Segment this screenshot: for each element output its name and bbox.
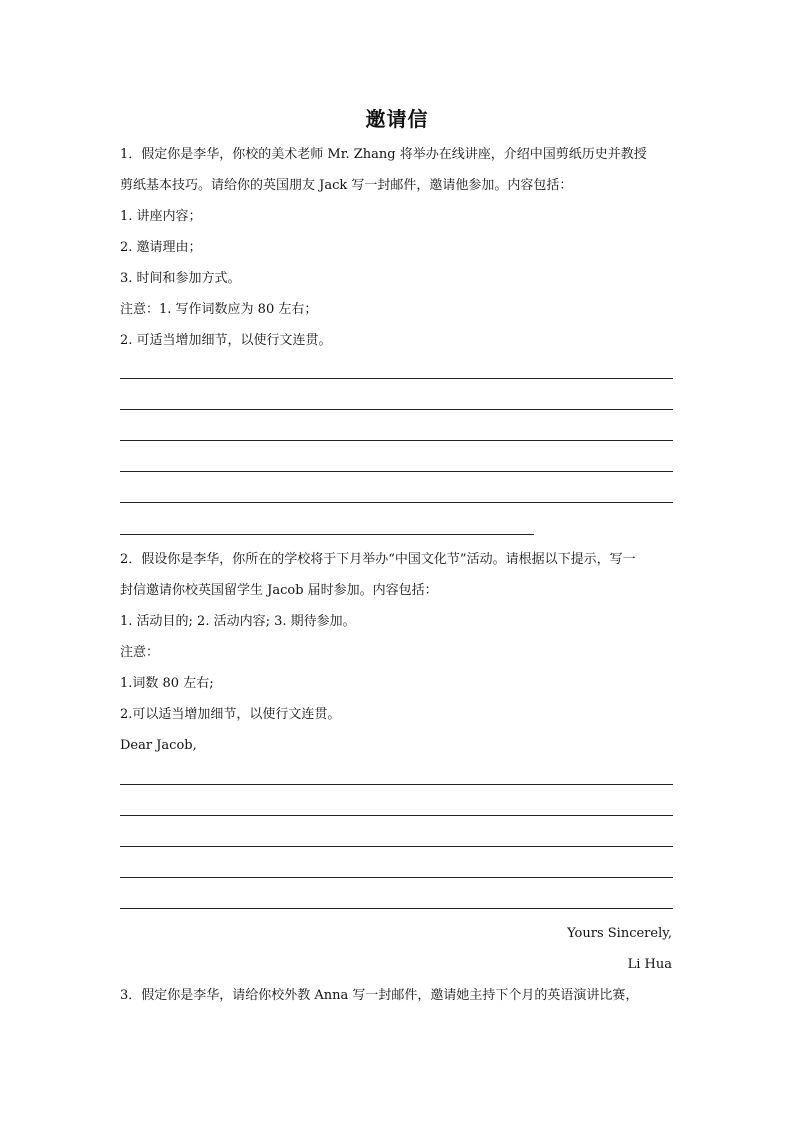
q2-closing: Yours Sincerely, [567, 926, 672, 941]
q2-answer-line [120, 877, 673, 878]
document-title: 邀请信 [365, 107, 429, 131]
q1-note-2: 2. 可适当增加细节，以使行文连贯。 [120, 333, 332, 348]
q2-content-items: 1. 活动目的; 2. 活动内容; 3. 期待参加。 [120, 614, 356, 629]
q1-answer-line [120, 440, 673, 441]
q2-note-label: 注意： [120, 645, 160, 660]
q2-answer-line [120, 784, 673, 785]
q1-prompt-line-2: 剪纸基本技巧。请给你的英国朋友 Jack 写一封邮件，邀请他参加。内容包括： [120, 178, 573, 193]
q1-answer-line [120, 409, 673, 410]
q2-prompt-line-1: 2．假设你是李华，你所在的学校将于下月举办“中国文化节”活动。请根据以下提示，写一 [120, 552, 636, 567]
q1-answer-line [120, 471, 673, 472]
q2-answer-line [120, 908, 673, 909]
q2-answer-line [120, 846, 673, 847]
q1-prompt-line-1: 1．假定你是李华，你校的美术老师 Mr. Zhang 将举办在线讲座，介绍中国剪纸历史并教授 [120, 147, 647, 162]
q3-prompt-line-1: 3．假定你是李华，请给你校外教 Anna 写一封邮件，邀请她主持下个月的英语演讲比赛， [120, 988, 639, 1003]
q1-answer-line-short [120, 534, 534, 535]
q1-answer-line [120, 378, 673, 379]
q1-note-1: 注意：1. 写作词数应为 80 左右； [120, 302, 318, 317]
q1-content-item-2: 2. 邀请理由； [120, 240, 202, 255]
q2-note-2: 2.可以适当增加细节，以使行文连贯。 [120, 707, 341, 722]
q1-answer-line [120, 502, 673, 503]
q2-answer-line [120, 815, 673, 816]
q2-note-1: 1.词数 80 左右; [120, 676, 214, 691]
q2-salutation: Dear Jacob, [120, 738, 197, 753]
q2-prompt-line-2: 封信邀请你校英国留学生 Jacob 届时参加。内容包括： [120, 583, 438, 598]
q1-content-item-3: 3. 时间和参加方式。 [120, 271, 241, 286]
q1-content-item-1: 1. 讲座内容； [120, 209, 202, 224]
q2-signature: Li Hua [627, 957, 672, 972]
